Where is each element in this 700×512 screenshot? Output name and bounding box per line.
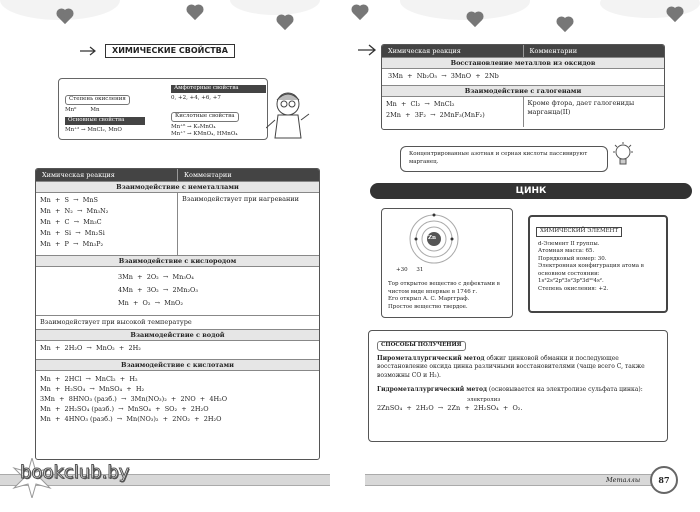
amphoteric-values: 0, +2, +4, +6, +7	[171, 94, 221, 101]
methods-box	[368, 330, 668, 442]
column-header-reaction: Химическая реакция	[36, 169, 178, 181]
reactions-oxides: 3Mn + Nb₂O₅ → 3MnO + 2Nb	[388, 72, 499, 80]
right-reaction-table	[381, 44, 665, 130]
reactions-water: Mn + 2H₂O → MnO₂ + 2H₂	[40, 344, 141, 352]
note-box: Концентрированные азотная и серная кислоты пассивируют марганец.	[400, 146, 608, 172]
page-number-badge	[650, 466, 678, 494]
section-oxygen: Взаимодействие с кислородом	[36, 255, 319, 267]
heart-icon	[353, 6, 367, 20]
method2-text: Гидрометаллургический метод (основывается на электролизе сульфата цинка):	[377, 386, 643, 393]
reactions-halogens: Mn + Cl₂ → MnCl₂ 2Mn + 3F₂ → 2MnF₃(MnF₂)	[382, 97, 524, 127]
element-box-title: ХИМИЧЕСКИЙ ЭЛЕМЕНТ	[536, 227, 622, 237]
section-acids: Взаимодействие с кислотами	[36, 359, 319, 371]
acidic-label: Кислотные свойства	[171, 112, 239, 122]
reduction-label: Основные свойства	[65, 117, 145, 125]
amphoteric-label: Амфотерные свойства	[171, 85, 266, 93]
column-header-comment: Комментарии	[529, 47, 578, 55]
methods-title: СПОСОБЫ ПОЛУЧЕНИЯ	[377, 341, 466, 351]
section-nonmetals: Взаимодействие с неметаллами	[36, 181, 319, 193]
page-title: ХИМИЧЕСКИЕ СВОЙСТВА	[105, 44, 235, 58]
watermark: bookclub.by	[20, 462, 130, 483]
reduction-values: Mn⁺² → MnCl₂, MnO	[65, 126, 122, 133]
atom-box	[381, 208, 513, 318]
heart-icon	[668, 8, 682, 22]
comment-oxygen: Взаимодействует при высокой температуре	[36, 315, 319, 329]
acidic-values: Mn⁺⁶ → K₂MnO₄ Mn⁺⁷ → KMnO₄, HMnO₄	[171, 123, 238, 137]
column-header-reaction: Химическая реакция	[382, 45, 524, 57]
reactions-nonmetals: Mn + S → MnS Mn + N₂ → Mn₃N₂ Mn + C → Mn₃C Mn + Si → Mn₂Si Mn + P → Mn₃P₂	[36, 193, 178, 255]
heart-icon	[58, 10, 72, 24]
arrow-icon	[80, 46, 98, 56]
heart-icon	[278, 16, 292, 30]
oxidation-box	[58, 78, 268, 140]
page-number: 87	[658, 475, 670, 485]
heart-icon	[188, 6, 202, 20]
scientist-mascot-icon	[266, 88, 310, 144]
atom-caption: Тор открытое вещество с дефектами в чистом виде впервые в 1746 г. Его открыл А. С. Маргграф. Простое вещество твердое.	[388, 281, 500, 310]
section-water: Взаимодействие с водой	[36, 329, 319, 341]
element-box-body: d-Элемент II группы. Атомная масса: 65. Порядковый номер: 30. Электронная конфигурация атома в основном состоянии: 1s²2s²2p⁶3s²3p⁶3d¹⁰4s². Степень окисления: +2.	[538, 240, 644, 292]
lightbulb-icon	[612, 142, 634, 168]
reactions-acids: Mn + 2HCl → MnCl₂ + H₂ Mn + H₂SO₄ → MnSO₄ + H₂ 3Mn + 8HNO₃ (разб.) → 3Mn(NO₃)₂ + 2NO + 4H₂O Mn + 2H₂SO₄ (разб.) → MnSO₄ + SO₂ + 2H₂O Mn + 4HNO₃ (разб.) → Mn(NO₃)₂ + 2NO₂ + 2H₂O	[40, 375, 228, 423]
method2-label: электролиз	[467, 396, 501, 403]
atom-charges: +30 31	[396, 267, 424, 273]
section-oxides: Восстановление металлов из оксидов	[382, 57, 664, 69]
arrow-icon	[358, 44, 378, 56]
oxidation-label: Степень окисления	[65, 95, 130, 105]
element-box	[528, 215, 668, 313]
reactions-oxygen: 3Mn + 2O₂ → Mn₃O₄ 4Mn + 3O₂ → 2Mn₂O₃ Mn + O₂ → MnO₂	[118, 273, 198, 307]
left-reaction-table	[35, 168, 320, 460]
zinc-banner	[370, 183, 692, 199]
zinc-title: ЦИНК	[515, 186, 547, 196]
method2-equation: 2ZnSO₄ + 2H₂O → 2Zn + 2H₂SO₄ + O₂.	[377, 404, 523, 412]
atom-symbol: Zn	[428, 235, 437, 241]
section-halogens: Взаимодействие с галогенами	[382, 85, 664, 97]
heart-icon	[468, 13, 482, 27]
comment-halogens: Кроме фтора, дает галогениды марганца(II)	[527, 99, 635, 116]
heart-icon	[558, 18, 572, 32]
method1-text: Пирометаллургический метод обжиг цинковой обманки и последующее восстановление оксида цинка различными восстановителями (чаще всего C, также возможны CO и H₂).	[377, 354, 645, 379]
oxidation-values: Mn⁰ Mn	[65, 106, 100, 113]
footer-section: Металлы	[606, 476, 641, 484]
comment-nonmetals: Взаимодействует при нагревании	[182, 195, 299, 203]
column-header-comment: Комментарии	[184, 171, 232, 179]
